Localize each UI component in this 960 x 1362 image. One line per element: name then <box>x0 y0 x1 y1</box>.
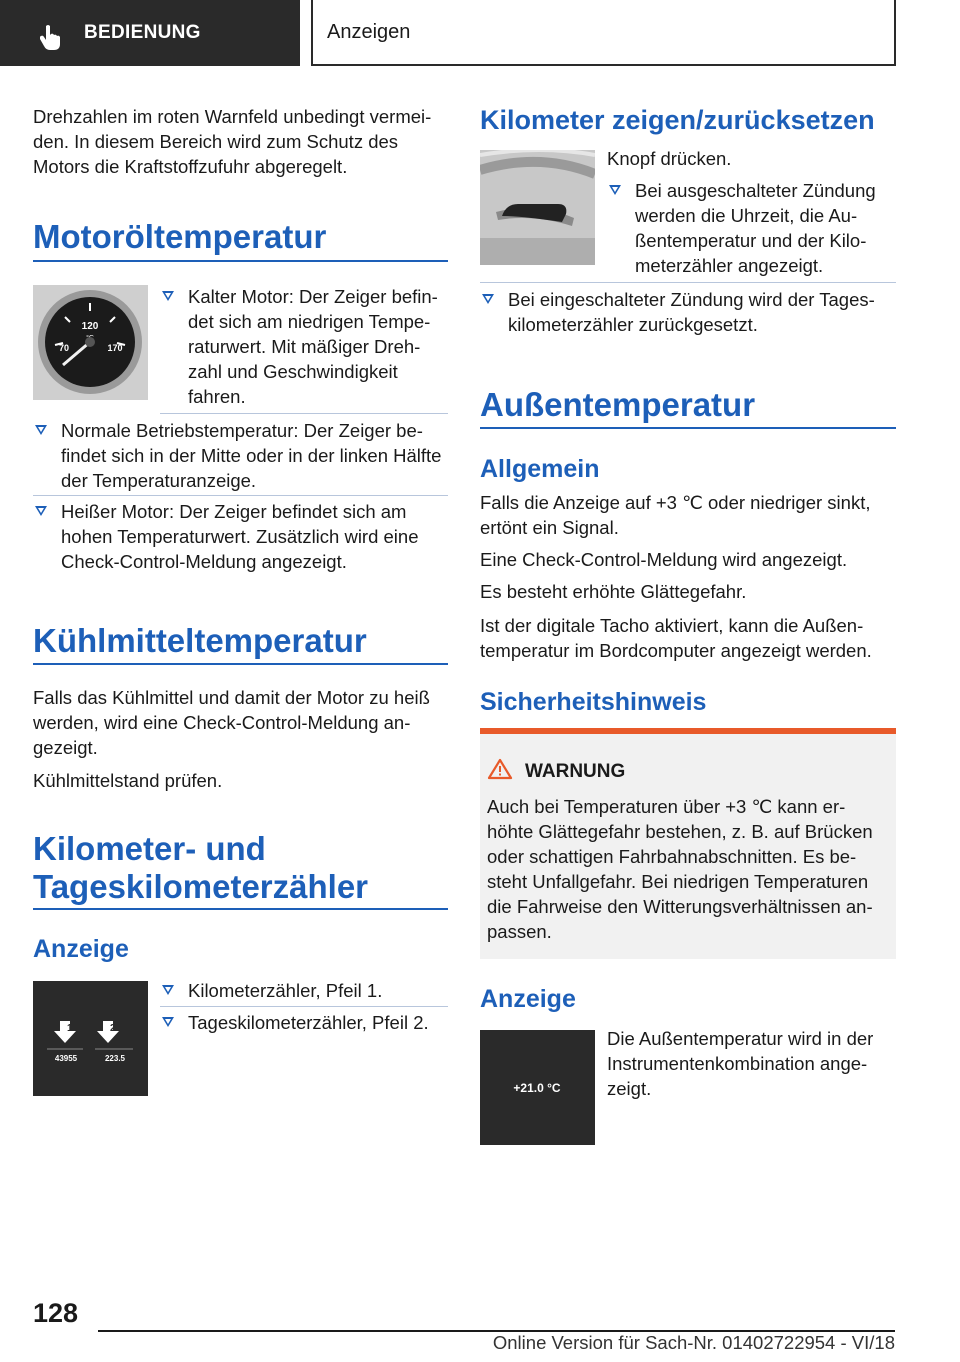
km-heading: Kilometer zeigen/zurücksetzen <box>480 105 875 135</box>
chapter-tab <box>0 0 300 66</box>
display-paragraph: Die Außentemperatur wird in der Instrumentenkombination ange-zeigt. <box>607 1028 874 1099</box>
list-item <box>33 418 448 493</box>
bullet-triangle-icon <box>162 291 174 301</box>
heading-rule <box>33 260 448 262</box>
heading-rule <box>480 427 896 429</box>
warning-triangle-icon <box>487 758 513 780</box>
safety-subheading: Sicherheitshinweis <box>480 688 707 716</box>
bullet-triangle-icon <box>35 425 47 435</box>
bullet-text: Bei ausgeschalteter Zündung werden die Uhrzeit, die Au-ßentemperatur und der Kilo-meterzähler angezeigt. <box>635 180 876 276</box>
coolant-heading: Kühlmitteltemperatur <box>33 622 367 659</box>
bullet-triangle-icon <box>609 185 621 195</box>
page-header <box>0 0 960 66</box>
km-instruction: Knopf drücken. <box>607 148 732 169</box>
section-title: Anzeigen <box>311 0 896 66</box>
outside-paragraph-4: Ist der digitale Tacho aktiviert, kann die Außen-temperatur im Bordcomputer angezeigt werden. <box>480 615 872 661</box>
bullet-text: Heißer Motor: Der Zeiger befindet sich am hohen Temperaturwert. Zusätzlich wird eine Check-Control-Meldung angezeigt. <box>61 501 419 572</box>
outside-paragraph-1: Falls die Anzeige auf +3 ℃ oder niedriger sinkt, ertönt ein Signal. <box>480 492 871 538</box>
temperature-value: +21.0 °C <box>513 1081 561 1095</box>
bullet-text: Tageskilometerzähler, Pfeil 2. <box>188 1012 429 1033</box>
heading-rule <box>33 908 448 910</box>
gauge-low-label: 70 <box>58 343 70 353</box>
warning-title: WARNUNG <box>525 761 626 782</box>
bullet-text: Normale Betriebstemperatur: Der Zeiger be-findet sich in der Mitte oder in der linken Hälfte der Temperaturanzeige. <box>61 420 442 491</box>
gauge-high-label: 170 <box>107 343 123 353</box>
bullet-triangle-icon <box>482 294 494 304</box>
coolant-paragraph: Falls das Kühlmittel und damit der Motor zu heiß werden, wird eine Check-Control-Meldung an-gezeigt. <box>33 687 430 758</box>
outside-paragraph-3: Es besteht erhöhte Glättegefahr. <box>480 581 747 602</box>
general-subheading: Allgemein <box>480 455 600 483</box>
chapter-label: BEDIENUNG <box>84 22 201 43</box>
list-item <box>160 978 448 1003</box>
temperature-display-image <box>480 1030 595 1145</box>
gauge-mid-label: 120 <box>81 321 99 332</box>
oil-temp-heading: Motoröltemperatur <box>33 218 327 255</box>
warning-box <box>480 728 896 959</box>
list-item <box>160 1010 448 1035</box>
odometer-heading-line2: Tageskilometerzähler <box>33 868 369 905</box>
odometer-subheading: Anzeige <box>33 935 129 963</box>
list-item <box>480 287 896 337</box>
divider <box>480 282 896 283</box>
arrow-1-label: 1 <box>67 1023 73 1034</box>
warning-text: Auch bei Temperaturen über +3 ℃ kann er-höhte Glättegefahr bestehen, z. B. auf Brücken oder schattigen Fahrbahnabschnitten. Es be-steht Unfallgefahr. Bei niedrigen Temperaturen die Fahrweise den Witterungsverhältnissen an-passen. <box>487 796 873 942</box>
heading-rule <box>33 663 448 665</box>
oil-gauge-image <box>33 285 148 400</box>
odometer-display-image <box>33 981 148 1096</box>
oil-bullet-list <box>160 284 448 409</box>
trip-value: 223.5 <box>104 1054 126 1063</box>
intro-paragraph: Drehzahlen im roten Warnfeld unbedingt vermei-den. In diesem Bereich wird zum Schutz des Motors die Kraftstoffzufuhr abgeregelt. <box>33 106 432 177</box>
outside-paragraph-2: Eine Check-Control-Meldung wird angezeigt. <box>480 549 848 570</box>
arrow-2-label: 2 <box>110 1023 116 1034</box>
footer-version: Online Version für Sach-Nr. 01402722954 - VI/18 <box>492 1332 895 1353</box>
list-item <box>33 499 448 574</box>
hand-pointer-icon <box>40 24 62 50</box>
outside-temp-heading: Außentemperatur <box>480 386 756 423</box>
bullet-triangle-icon <box>162 985 174 995</box>
odometer-value: 43955 <box>54 1054 78 1063</box>
bullet-text: Kilometerzähler, Pfeil 1. <box>188 980 383 1001</box>
odometer-heading-line1: Kilometer- und <box>33 830 266 867</box>
list-item <box>607 178 896 278</box>
divider <box>160 413 448 414</box>
divider <box>160 1006 448 1007</box>
reset-button-image <box>480 150 595 265</box>
display-subheading: Anzeige <box>480 985 576 1013</box>
bullet-text: Kalter Motor: Der Zeiger befin-det sich am niedrigen Tempe-raturwert. Mit mäßiger Dreh-zahl und Geschwindigkeit fahren. <box>188 286 438 407</box>
divider <box>33 495 448 496</box>
page-number: 128 <box>33 1298 79 1328</box>
list-item <box>160 284 448 409</box>
coolant-check: Kühlmittelstand prüfen. <box>33 770 223 791</box>
bullet-triangle-icon <box>35 506 47 516</box>
bullet-text: Bei eingeschalteter Zündung wird der Tages-kilometerzähler zurückgesetzt. <box>508 289 875 335</box>
bullet-triangle-icon <box>162 1017 174 1027</box>
